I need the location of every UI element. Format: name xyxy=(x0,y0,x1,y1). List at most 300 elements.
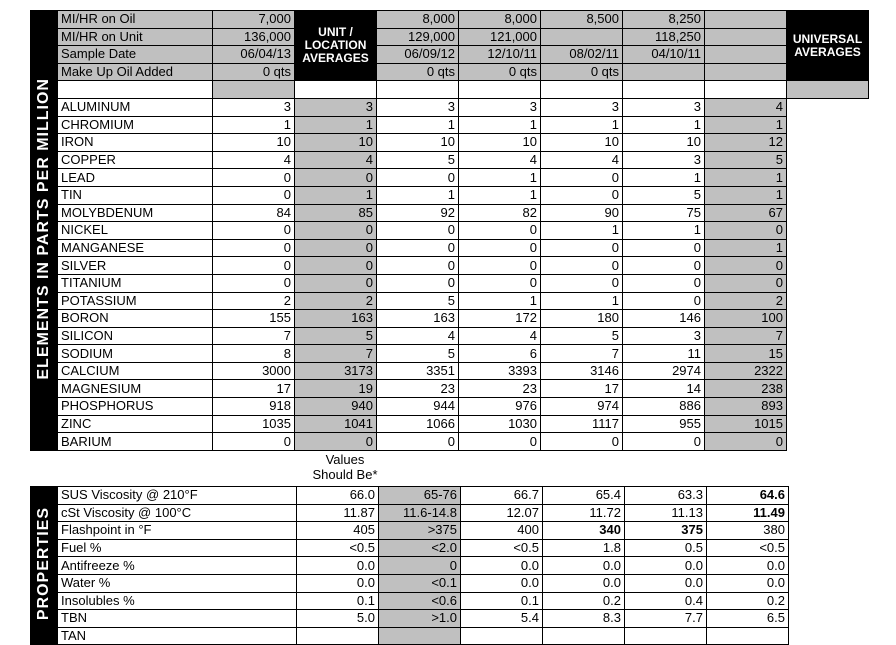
property-value: 0.0 xyxy=(625,574,707,592)
element-value: 0 xyxy=(459,257,541,275)
properties-side-text: PROPERTIES xyxy=(35,507,52,621)
unit-header-line: AVERAGES xyxy=(302,51,369,66)
element-value: 0 xyxy=(213,169,295,187)
element-value: 1041 xyxy=(295,415,377,433)
blank-cell xyxy=(623,81,705,99)
element-value: 146 xyxy=(623,310,705,328)
element-value: 85 xyxy=(295,204,377,222)
property-value: 0.0 xyxy=(543,557,625,575)
element-value: 3000 xyxy=(213,362,295,380)
element-value: 0 xyxy=(213,222,295,240)
element-name: IRON xyxy=(58,134,213,152)
element-value: 0 xyxy=(213,239,295,257)
property-value: >1.0 xyxy=(379,610,461,628)
element-value: 10 xyxy=(377,134,459,152)
element-value: 0 xyxy=(459,239,541,257)
universal-average-value: 2322 xyxy=(705,362,787,380)
element-name: POTASSIUM xyxy=(58,292,213,310)
property-value: <0.6 xyxy=(379,592,461,610)
property-value: 0 xyxy=(379,557,461,575)
element-value: 0 xyxy=(377,274,459,292)
property-name: Antifreeze % xyxy=(58,557,297,575)
element-value: 7 xyxy=(541,345,623,363)
element-value: 0 xyxy=(541,169,623,187)
property-value: 65.4 xyxy=(543,487,625,505)
property-value: 1.8 xyxy=(543,539,625,557)
property-value: 11.6-14.8 xyxy=(379,504,461,522)
element-value: 17 xyxy=(213,380,295,398)
element-value: 8 xyxy=(213,345,295,363)
element-value: 0 xyxy=(541,433,623,451)
property-value: 0.5 xyxy=(625,539,707,557)
element-row xyxy=(31,98,869,116)
property-name: TBN xyxy=(58,610,297,628)
universal-average-value: 12 xyxy=(705,134,787,152)
element-value: 0 xyxy=(213,433,295,451)
property-row xyxy=(31,522,789,540)
element-value: 1 xyxy=(541,222,623,240)
property-value: 64.6 xyxy=(707,487,789,505)
element-value: 172 xyxy=(459,310,541,328)
header-value: 12/10/11 xyxy=(459,46,541,64)
header-value: 118,250 xyxy=(623,28,705,46)
property-value: 0.2 xyxy=(543,592,625,610)
property-value: 0.1 xyxy=(297,592,379,610)
element-row xyxy=(31,134,869,152)
element-value: 1 xyxy=(623,222,705,240)
element-value: 0 xyxy=(295,169,377,187)
element-name: ALUMINUM xyxy=(58,98,213,116)
element-value: 974 xyxy=(541,398,623,416)
blank-cell xyxy=(459,81,541,99)
element-value: 1 xyxy=(459,292,541,310)
header-value xyxy=(541,28,623,46)
property-value: <0.5 xyxy=(297,539,379,557)
property-value: 5.4 xyxy=(461,610,543,628)
element-row xyxy=(31,186,869,204)
element-value: 0 xyxy=(623,274,705,292)
element-value: 180 xyxy=(541,310,623,328)
property-value: 0.0 xyxy=(543,574,625,592)
element-name: LEAD xyxy=(58,169,213,187)
element-value: 1 xyxy=(459,169,541,187)
element-row xyxy=(31,327,869,345)
element-value: 1117 xyxy=(541,415,623,433)
property-value: 5.0 xyxy=(297,610,379,628)
element-name: ZINC xyxy=(58,415,213,433)
property-value: 11.13 xyxy=(625,504,707,522)
header-row xyxy=(31,46,869,64)
property-value: 0.0 xyxy=(297,574,379,592)
element-value: 0 xyxy=(295,274,377,292)
element-value: 0 xyxy=(213,257,295,275)
element-value: 3 xyxy=(295,98,377,116)
element-name: SILVER xyxy=(58,257,213,275)
property-row xyxy=(31,627,789,645)
property-value: <2.0 xyxy=(379,539,461,557)
universal-average-value: 2 xyxy=(705,292,787,310)
property-value xyxy=(379,627,461,645)
header-blank xyxy=(705,28,787,46)
element-value: 23 xyxy=(459,380,541,398)
universal-header-line: UNIVERSAL xyxy=(792,31,863,46)
element-name: NICKEL xyxy=(58,222,213,240)
header-label: Make Up Oil Added xyxy=(58,63,213,81)
element-value: 0 xyxy=(213,186,295,204)
blank-cell xyxy=(787,81,869,99)
header-value: 04/10/11 xyxy=(623,46,705,64)
property-row xyxy=(31,592,789,610)
element-value: 155 xyxy=(213,310,295,328)
element-row xyxy=(31,239,869,257)
element-name: MAGNESIUM xyxy=(58,380,213,398)
blank-cell xyxy=(705,81,787,99)
universal-average-value: 238 xyxy=(705,380,787,398)
blank-cell xyxy=(213,81,295,99)
property-name: cSt Viscosity @ 100°C xyxy=(58,504,297,522)
element-value: 886 xyxy=(623,398,705,416)
universal-average-value: 0 xyxy=(705,433,787,451)
properties-table xyxy=(30,486,789,645)
element-name: BORON xyxy=(58,310,213,328)
element-value: 0 xyxy=(541,239,623,257)
element-name: BARIUM xyxy=(58,433,213,451)
element-value: 84 xyxy=(213,204,295,222)
universal-average-value: 0 xyxy=(705,222,787,240)
property-name: Fuel % xyxy=(58,539,297,557)
element-value: 1 xyxy=(541,116,623,134)
element-value: 14 xyxy=(623,380,705,398)
element-value: 944 xyxy=(377,398,459,416)
elements-table xyxy=(30,10,869,451)
element-value: 4 xyxy=(459,327,541,345)
property-name: Flashpoint in °F xyxy=(58,522,297,540)
element-value: 4 xyxy=(295,151,377,169)
property-value: 380 xyxy=(707,522,789,540)
element-value: 0 xyxy=(377,239,459,257)
element-value: 3 xyxy=(213,98,295,116)
universal-average-value: 7 xyxy=(705,327,787,345)
element-row xyxy=(31,380,869,398)
element-row xyxy=(31,257,869,275)
element-row xyxy=(31,204,869,222)
element-value: 2 xyxy=(295,292,377,310)
header-row xyxy=(31,28,869,46)
element-name: TITANIUM xyxy=(58,274,213,292)
property-value: <0.5 xyxy=(707,539,789,557)
element-value: 10 xyxy=(213,134,295,152)
universal-average-value: 15 xyxy=(705,345,787,363)
property-row xyxy=(31,610,789,628)
element-value: 918 xyxy=(213,398,295,416)
element-value: 92 xyxy=(377,204,459,222)
property-row xyxy=(31,539,789,557)
property-value: 400 xyxy=(461,522,543,540)
element-value: 3351 xyxy=(377,362,459,380)
element-value: 1 xyxy=(459,186,541,204)
element-name: CHROMIUM xyxy=(58,116,213,134)
property-value xyxy=(543,627,625,645)
blank-cell xyxy=(541,81,623,99)
element-row xyxy=(31,345,869,363)
element-value: 1 xyxy=(541,292,623,310)
element-value: 10 xyxy=(541,134,623,152)
property-row xyxy=(31,574,789,592)
property-name: SUS Viscosity @ 210°F xyxy=(58,487,297,505)
property-row xyxy=(31,487,789,505)
element-value: 10 xyxy=(295,134,377,152)
header-value: 08/02/11 xyxy=(541,46,623,64)
property-value: 0.0 xyxy=(707,557,789,575)
element-value: 5 xyxy=(541,327,623,345)
element-value: 3393 xyxy=(459,362,541,380)
header-value: 8,000 xyxy=(377,11,459,29)
element-value: 0 xyxy=(295,433,377,451)
property-value: 0.2 xyxy=(707,592,789,610)
element-value: 940 xyxy=(295,398,377,416)
element-value: 1030 xyxy=(459,415,541,433)
properties-side-label xyxy=(31,487,58,645)
header-value: 0 qts xyxy=(541,63,623,81)
element-row xyxy=(31,116,869,134)
element-value: 5 xyxy=(295,327,377,345)
header-value: 8,000 xyxy=(459,11,541,29)
element-value: 0 xyxy=(623,292,705,310)
spacer-row xyxy=(31,81,869,99)
element-row xyxy=(31,398,869,416)
unit-header-line: UNIT / xyxy=(318,25,353,40)
element-row xyxy=(31,433,869,451)
element-value: 90 xyxy=(541,204,623,222)
universal-header-stack xyxy=(790,11,865,80)
property-value: 7.7 xyxy=(625,610,707,628)
element-value: 4 xyxy=(541,151,623,169)
element-value: 0 xyxy=(541,274,623,292)
header-value: 7,000 xyxy=(213,11,295,29)
element-value: 82 xyxy=(459,204,541,222)
element-value: 0 xyxy=(213,274,295,292)
element-value: 0 xyxy=(377,433,459,451)
property-value: 405 xyxy=(297,522,379,540)
element-value: 3 xyxy=(459,98,541,116)
property-value: 63.3 xyxy=(625,487,707,505)
element-value: 19 xyxy=(295,380,377,398)
unit-header-line: LOCATION xyxy=(304,38,367,53)
header-label: MI/HR on Oil xyxy=(58,11,213,29)
element-value: 163 xyxy=(295,310,377,328)
property-value xyxy=(707,627,789,645)
element-value: 1 xyxy=(213,116,295,134)
blank-cell xyxy=(58,81,213,99)
header-value: 136,000 xyxy=(213,28,295,46)
header-value: 0 qts xyxy=(213,63,295,81)
element-value: 1 xyxy=(623,169,705,187)
header-value: 06/04/13 xyxy=(213,46,295,64)
universal-average-value: 1 xyxy=(705,186,787,204)
header-row xyxy=(31,11,869,29)
element-value: 5 xyxy=(377,292,459,310)
element-value: 0 xyxy=(377,257,459,275)
element-value: 1 xyxy=(459,116,541,134)
element-value: 3 xyxy=(623,98,705,116)
element-value: 0 xyxy=(541,186,623,204)
element-row xyxy=(31,292,869,310)
elements-side-text: ELEMENTS IN PARTS PER MILLION xyxy=(35,77,52,380)
header-label: MI/HR on Unit xyxy=(58,28,213,46)
property-value xyxy=(625,627,707,645)
element-value: 1 xyxy=(295,186,377,204)
element-value: 3 xyxy=(541,98,623,116)
element-row xyxy=(31,362,869,380)
property-name: Water % xyxy=(58,574,297,592)
property-name: TAN xyxy=(58,627,297,645)
property-value: 0.0 xyxy=(461,557,543,575)
header-blank xyxy=(705,63,787,81)
element-value: 3 xyxy=(623,151,705,169)
universal-average-value: 5 xyxy=(705,151,787,169)
universal-average-value: 893 xyxy=(705,398,787,416)
element-value: 5 xyxy=(377,345,459,363)
element-value: 4 xyxy=(459,151,541,169)
header-row xyxy=(31,63,869,81)
unit-header-stack xyxy=(298,11,373,80)
header-blank xyxy=(705,46,787,64)
property-value: >375 xyxy=(379,522,461,540)
universal-average-value: 1015 xyxy=(705,415,787,433)
element-value: 1 xyxy=(377,116,459,134)
element-value: 0 xyxy=(459,274,541,292)
property-name: Insolubles % xyxy=(58,592,297,610)
property-value: 0.0 xyxy=(461,574,543,592)
element-value: 4 xyxy=(377,327,459,345)
element-value: 23 xyxy=(377,380,459,398)
property-value: 375 xyxy=(625,522,707,540)
element-row xyxy=(31,169,869,187)
element-value: 10 xyxy=(459,134,541,152)
header-value: 0 qts xyxy=(459,63,541,81)
element-value: 75 xyxy=(623,204,705,222)
blank-cell xyxy=(295,81,377,99)
element-value: 6 xyxy=(459,345,541,363)
blank-cell xyxy=(377,81,459,99)
element-name: MANGANESE xyxy=(58,239,213,257)
header-value: 8,250 xyxy=(623,11,705,29)
element-value: 3146 xyxy=(541,362,623,380)
universal-average-value: 67 xyxy=(705,204,787,222)
universal-header-line: AVERAGES xyxy=(794,44,861,59)
element-row xyxy=(31,274,869,292)
element-value: 10 xyxy=(623,134,705,152)
universal-average-value: 1 xyxy=(705,169,787,187)
property-value: <0.1 xyxy=(379,574,461,592)
element-value: 0 xyxy=(459,433,541,451)
property-value: 12.07 xyxy=(461,504,543,522)
property-value: 66.7 xyxy=(461,487,543,505)
element-value: 1 xyxy=(623,116,705,134)
element-value: 0 xyxy=(295,257,377,275)
property-value: <0.5 xyxy=(461,539,543,557)
element-row xyxy=(31,222,869,240)
header-label: Sample Date xyxy=(58,46,213,64)
element-row xyxy=(31,151,869,169)
header-value: 06/09/12 xyxy=(377,46,459,64)
element-value: 976 xyxy=(459,398,541,416)
header-value: 129,000 xyxy=(377,28,459,46)
element-value: 11 xyxy=(623,345,705,363)
property-value: 340 xyxy=(543,522,625,540)
element-value: 3 xyxy=(623,327,705,345)
element-value: 2974 xyxy=(623,362,705,380)
element-value: 0 xyxy=(623,257,705,275)
property-value: 0.0 xyxy=(297,557,379,575)
property-value: 0.1 xyxy=(461,592,543,610)
universal-average-value: 1 xyxy=(705,239,787,257)
element-value: 1066 xyxy=(377,415,459,433)
element-row xyxy=(31,415,869,433)
element-value: 0 xyxy=(295,222,377,240)
property-value: 0.4 xyxy=(625,592,707,610)
element-value: 4 xyxy=(213,151,295,169)
header-value: 0 qts xyxy=(377,63,459,81)
element-value: 955 xyxy=(623,415,705,433)
property-value: 11.72 xyxy=(543,504,625,522)
property-value: 6.5 xyxy=(707,610,789,628)
property-value: 11.87 xyxy=(297,504,379,522)
universal-averages-header xyxy=(787,11,869,81)
element-row xyxy=(31,310,869,328)
element-value: 5 xyxy=(377,151,459,169)
element-value: 0 xyxy=(623,239,705,257)
element-value: 0 xyxy=(459,222,541,240)
element-value: 0 xyxy=(377,222,459,240)
element-value: 5 xyxy=(623,186,705,204)
universal-average-value: 4 xyxy=(705,98,787,116)
element-name: SILICON xyxy=(58,327,213,345)
element-value: 1 xyxy=(377,186,459,204)
property-value: 11.49 xyxy=(707,504,789,522)
property-value: 0.0 xyxy=(625,557,707,575)
element-name: TIN xyxy=(58,186,213,204)
property-value: 8.3 xyxy=(543,610,625,628)
values-should-be-label: Values Should Be* xyxy=(312,452,378,482)
element-value: 0 xyxy=(295,239,377,257)
universal-average-value: 0 xyxy=(705,274,787,292)
element-name: PHOSPHORUS xyxy=(58,398,213,416)
elements-side-label xyxy=(31,11,58,451)
property-row xyxy=(31,557,789,575)
header-value: 8,500 xyxy=(541,11,623,29)
element-value: 3173 xyxy=(295,362,377,380)
property-value: 66.0 xyxy=(297,487,379,505)
property-row xyxy=(31,504,789,522)
element-value: 0 xyxy=(377,169,459,187)
universal-average-value: 100 xyxy=(705,310,787,328)
header-blank xyxy=(705,11,787,29)
unit-location-averages-header xyxy=(295,11,377,81)
element-value: 7 xyxy=(213,327,295,345)
element-value: 0 xyxy=(623,433,705,451)
header-value: 121,000 xyxy=(459,28,541,46)
universal-average-value: 1 xyxy=(705,116,787,134)
element-name: SODIUM xyxy=(58,345,213,363)
element-name: MOLYBDENUM xyxy=(58,204,213,222)
element-value: 1 xyxy=(295,116,377,134)
universal-average-value: 0 xyxy=(705,257,787,275)
header-value xyxy=(623,63,705,81)
element-value: 3 xyxy=(377,98,459,116)
property-value xyxy=(461,627,543,645)
element-value: 163 xyxy=(377,310,459,328)
